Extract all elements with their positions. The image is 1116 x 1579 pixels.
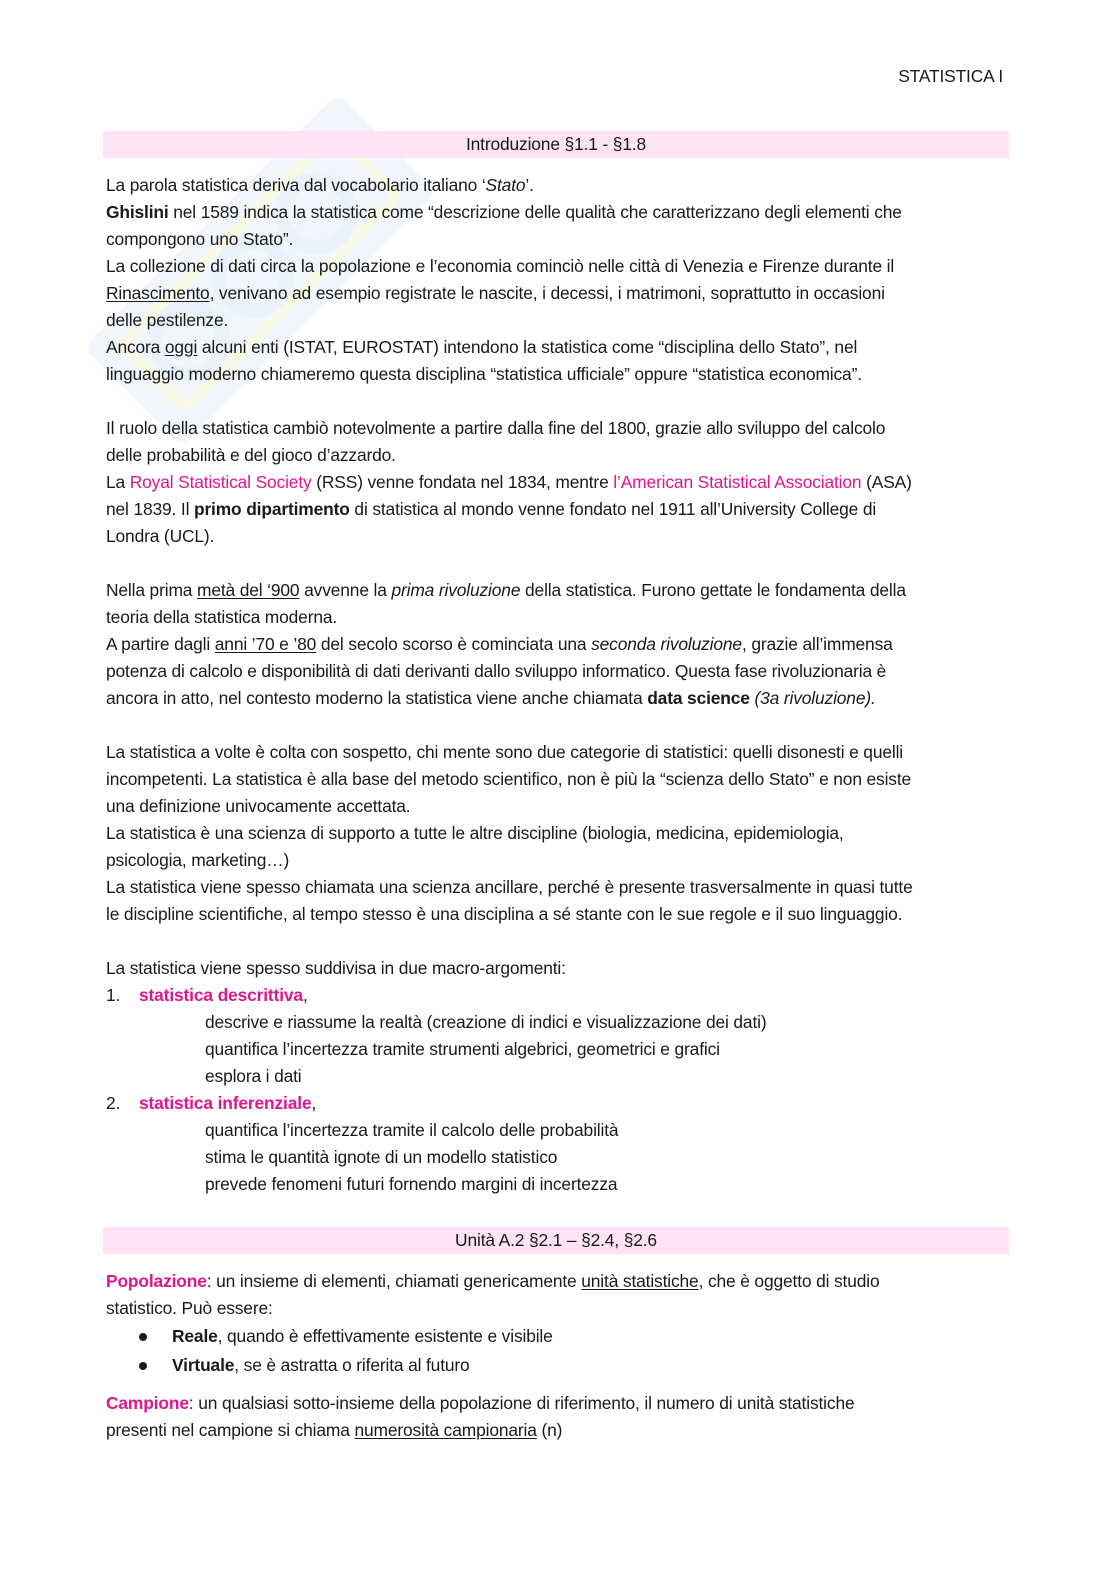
document-body — [106, 131, 1006, 1444]
page-header-title: STATISTICA I — [898, 66, 1003, 86]
asa-highlight: l’American Statistical Association — [613, 472, 862, 492]
list-item-inferenziale: 2. statistica inferenziale, — [106, 1093, 317, 1113]
sub-item: quantifica l’incertezza tramite strumenti algebrici, geometrici e grafici — [205, 1039, 720, 1059]
paragraph-societies: Il ruolo della statistica cambiò notevolmente a partire dalla fine del 1800, grazie allo sviluppo del calcolo delle probabilità e del gioco d’azzardo. La Royal Statistical Society (RSS) venne fondata nel 1834, mentre l’American Statistical Association (ASA) nel 1839. Il primo dipartimento di statistica al mondo venne fondato nel 1911 all’University College di Londra (UCL). — [106, 418, 912, 546]
rss-highlight: Royal Statistical Society — [129, 472, 312, 492]
bullet-item: Reale, quando è effettivamente esistente e visibile — [106, 1322, 1006, 1351]
paragraph-revolutions: Nella prima metà del ‘900 avvenne la prima rivoluzione della statistica. Furono gettate le fondamenta della teoria della statistica moderna. A partire dagli anni ’70 e ’80 del secolo scorso è cominciata una seconda rivoluzione, grazie all’immensa potenza di calcolo e disponibilità di dati derivanti dallo sviluppo informatico. Questa fase rivoluzionaria è ancora in atto, nel contesto moderno la statistica viene anche chiamata data science (3a rivoluzione). — [106, 580, 906, 708]
bullet-item: Virtuale, se è astratta o riferita al futuro — [106, 1351, 1006, 1380]
bullet-icon — [139, 1333, 147, 1341]
bullet-icon — [139, 1362, 147, 1370]
sub-item: prevede fenomeni futuri fornendo margini di incertezza — [205, 1174, 618, 1194]
paragraph-origin: La parola statistica deriva dal vocabolario italiano ‘Stato’. Ghislini nel 1589 indica la statistica come “descrizione delle qualità che caratterizzano degli elementi che compongono uno Stato”. La collezione di dati circa la popolazione e l’economia cominciò nelle città di Venezia e Firenze durante il Rinascimento, venivano ad esempio registrate le nascite, i decessi, i matrimoni, soprattutto in occasioni delle pestilenze. Ancora oggi alcuni enti (ISTAT, EUROSTAT) intendono la statistica come “disciplina dello Stato”, nel linguaggio moderno chiameremo questa disciplina “statistica ufficiale” oppure “statistica economica”. — [106, 175, 902, 384]
list-item-descrittiva: 1. statistica descrittiva, — [106, 985, 308, 1005]
paragraph-branches: La statistica viene spesso suddivisa in due macro-argomenti: 1. statistica descrittiva, descrive e riassume la realtà (creazione di indici e visualizzazione dei dati) quantifica l’incertezza tramite strumenti algebrici, geometrici e grafici esplora i dati 2. statistica inferenziale, quantifica l’incertezza tramite il calcolo delle probabilità stima le quantità ignote di un modello statistico prevede fenomeni futuri fornendo margini di incertezza — [106, 955, 1006, 1198]
sub-item: stima le quantità ignote di un modello statistico — [205, 1147, 558, 1167]
sub-item: descrive e riassume la realtà (creazione di indici e visualizzazione dei dati) — [205, 1012, 767, 1032]
section-title-unit-a2: Unità A.2 §2.1 – §2.4, §2.6 — [103, 1227, 1009, 1254]
sub-item: quantifica l’incertezza tramite il calcolo delle probabilità — [205, 1120, 619, 1140]
definition-campione: Campione: un qualsiasi sotto-insieme della popolazione di riferimento, il numero di unità statistiche presenti nel campione si chiama numerosità campionaria (n) — [106, 1393, 855, 1440]
paragraph-science: La statistica a volte è colta con sospetto, chi mente sono due categorie di statistici: quelli disonesti e quelli incompetenti. La statistica è alla base del metodo scientifico, non è più la “scienza dello Stato” e non esiste una definizione univocamente accettata. La statistica è una scienza di supporto a tutte le altre discipline (biologia, medicina, epidemiologia, psicologia, marketing…) La statistica viene spesso chiamata una scienza ancillare, perché è presente trasversalmente in quasi tutte le discipline scientifiche, al tempo stesso è una disciplina a sé stante con le sue regole e il suo linguaggio. — [106, 742, 913, 924]
definition-popolazione: Popolazione: un insieme di elementi, chiamati genericamente unità statistiche, che è oggetto di studio statistico. Può essere: Reale, quando è effettivamente esistente e visibile Virtuale, se è astratta o riferita al futuro — [106, 1268, 1006, 1380]
sub-item: esplora i dati — [205, 1066, 302, 1086]
section-title-intro: Introduzione §1.1 - §1.8 — [103, 131, 1009, 158]
